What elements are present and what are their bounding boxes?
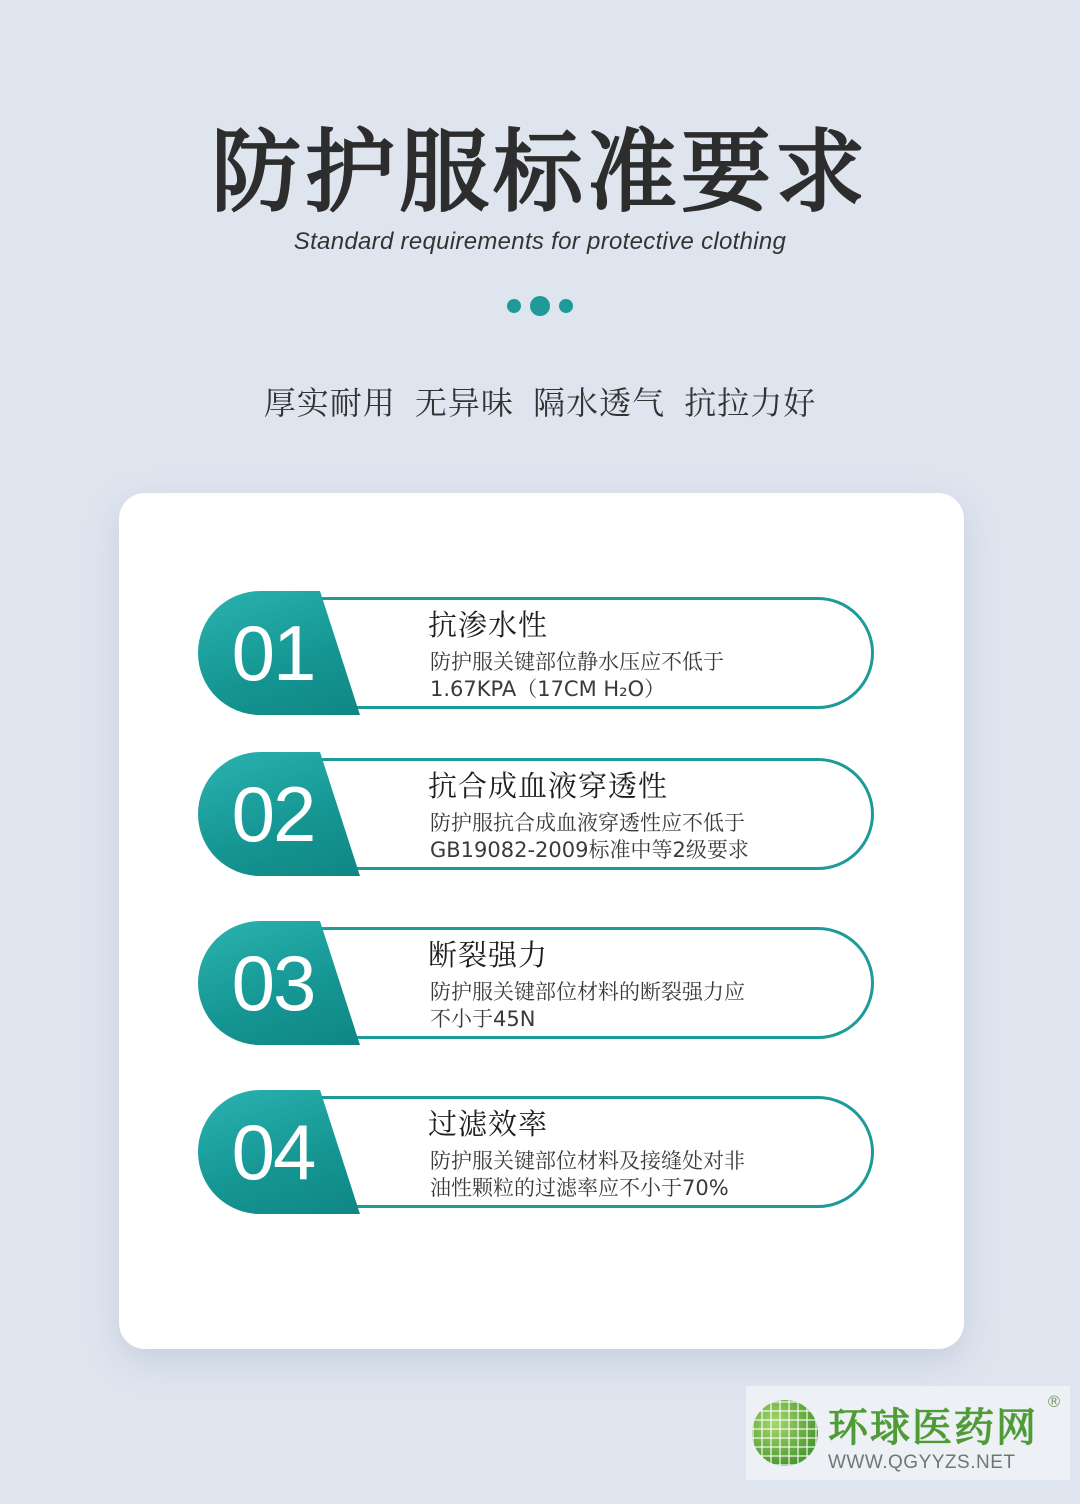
item-description [430, 649, 790, 703]
site-watermark [746, 1386, 1070, 1480]
requirement-item-03 [198, 921, 878, 1045]
item-description-line: 防护服关键部位静水压应不低于 [430, 650, 724, 674]
item-number: 01 [231, 609, 315, 697]
item-title: 断裂强力 [428, 938, 549, 972]
page-title: 防护服标准要求 [211, 120, 869, 225]
requirement-item-04 [198, 1090, 878, 1214]
item-description [430, 810, 790, 864]
item-title: 抗合成血液穿透性 [428, 769, 669, 803]
item-number: 03 [231, 939, 315, 1027]
item-title: 抗渗水性 [428, 608, 549, 642]
item-description-line: 1.67KPA（17CM H₂O） [430, 677, 666, 701]
dot-icon [530, 296, 550, 316]
registered-mark: ® [1046, 1392, 1062, 1411]
item-description-line: 油性颗粒的过滤率应不小于70% [430, 1176, 729, 1200]
item-description-line: 防护服关键部位材料及接缝处对非 [430, 1149, 745, 1173]
requirement-item-02 [198, 752, 878, 876]
item-description-line: 不小于45N [430, 1007, 536, 1031]
watermark-name: 环球医药网 [828, 1405, 1038, 1451]
decorative-dots [0, 296, 1080, 316]
item-number: 02 [231, 770, 315, 858]
item-number: 04 [231, 1108, 315, 1196]
item-description [430, 979, 790, 1033]
item-description-line: 防护服抗合成血液穿透性应不低于 [430, 811, 745, 835]
feature-tagline: 厚实耐用 无异味 隔水透气 抗拉力好 [263, 384, 817, 422]
dot-icon [559, 299, 573, 313]
watermark-url: WWW.QGYYZS.NET [828, 1452, 1016, 1473]
requirement-item-01 [198, 591, 878, 715]
dot-icon [507, 299, 521, 313]
page-subtitle: Standard requirements for protective clothing [293, 228, 787, 255]
item-description [430, 1148, 790, 1202]
item-description-line: GB19082-2009标准中等2级要求 [430, 838, 749, 862]
item-description-line: 防护服关键部位材料的断裂强力应 [430, 980, 745, 1004]
item-title: 过滤效率 [428, 1107, 549, 1141]
globe-icon [752, 1400, 818, 1466]
